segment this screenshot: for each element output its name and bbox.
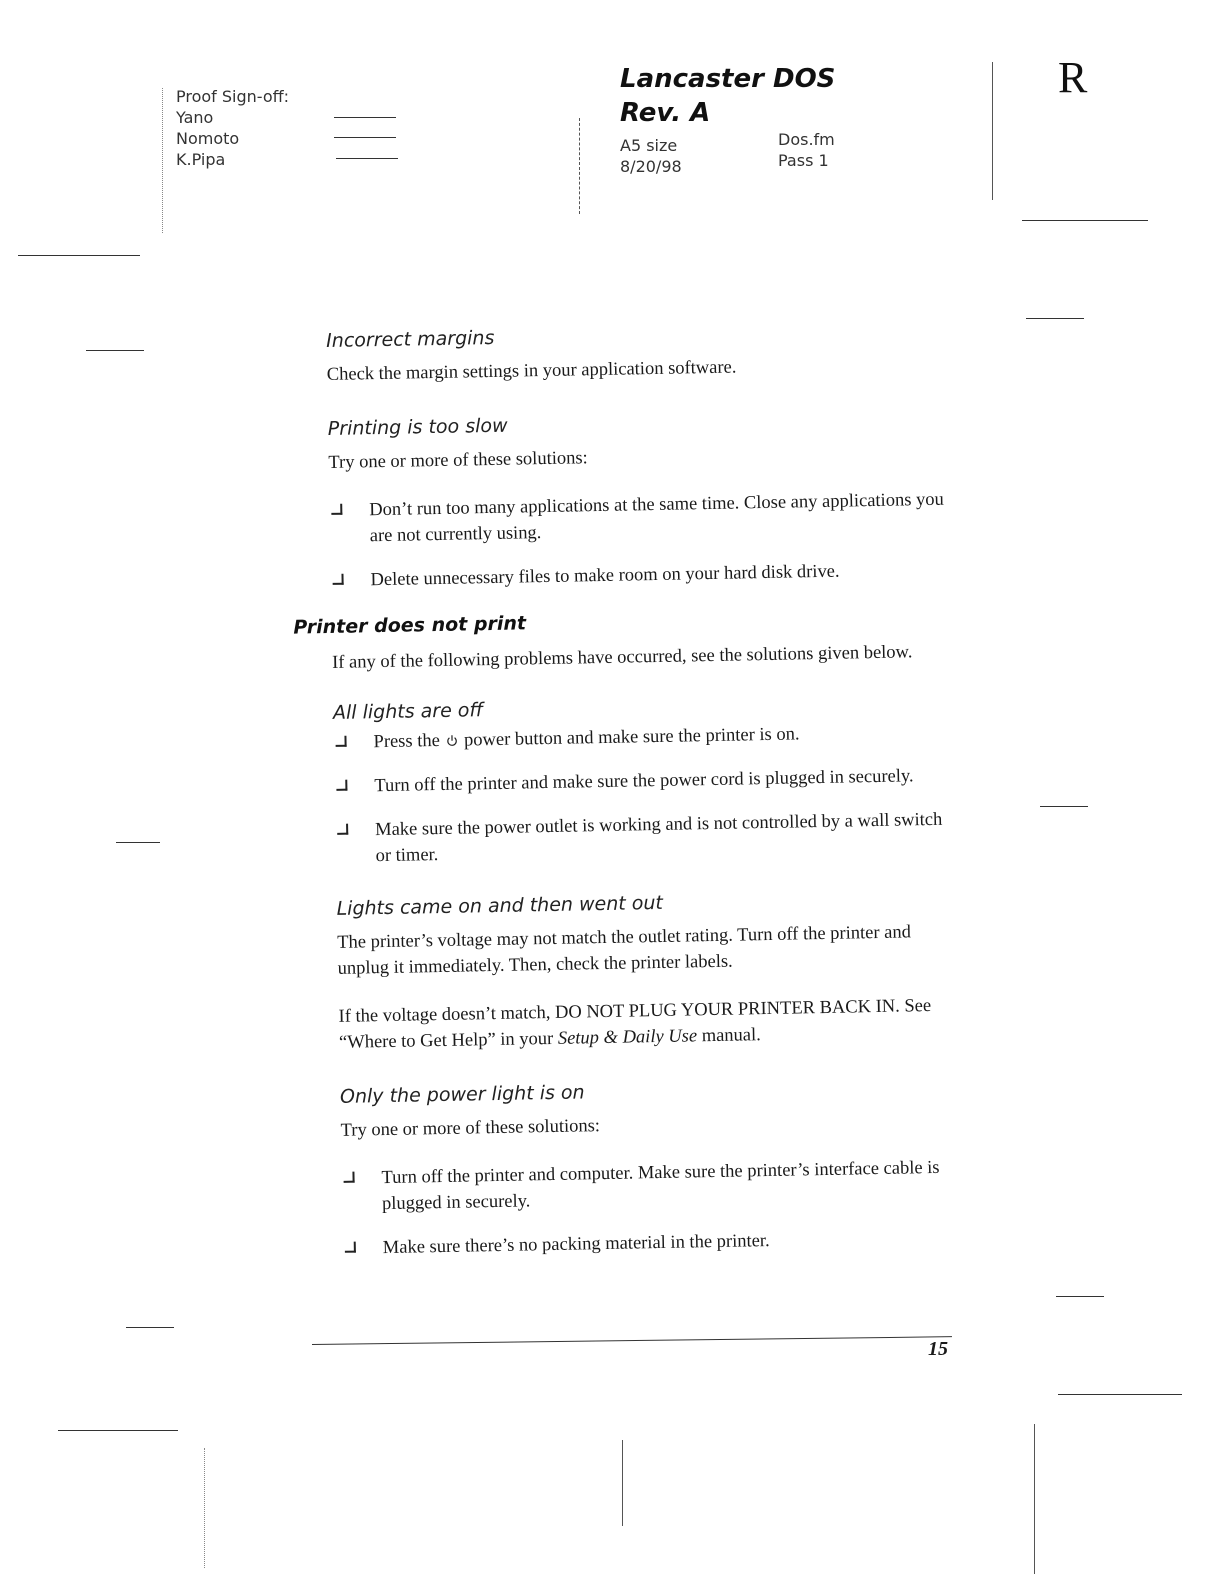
signer-name: Yano	[176, 108, 214, 127]
signoff-line	[334, 117, 396, 118]
subheading-lights-on-then-out: Lights came on and then went out	[336, 891, 664, 920]
power-icon	[446, 735, 457, 747]
bullet-list	[329, 487, 951, 594]
list-item-text: Don’t run too many applications at the same time. Close any applications you are not currently using.	[369, 489, 944, 547]
list-item-text: Turn off the printer and make sure the power cord is plugged in securely.	[374, 766, 914, 797]
signer-name: Nomoto	[176, 129, 240, 148]
crop-mark	[1034, 1424, 1035, 1574]
checkbox-bullet-icon	[345, 1242, 356, 1253]
paragraph: Check the margin settings in your application software.	[326, 357, 737, 385]
checkbox-bullet-icon	[337, 824, 348, 835]
doc-pass: Pass 1	[778, 151, 829, 170]
paragraph: Try one or more of these solutions:	[340, 1116, 601, 1141]
paragraph: If any of the following problems have occurred, see the solutions given below.	[331, 642, 913, 673]
checkbox-bullet-icon	[335, 736, 346, 747]
doc-title	[620, 62, 835, 130]
page-content	[293, 319, 963, 1284]
page-letter: R	[1058, 53, 1088, 102]
crop-mark	[162, 88, 163, 233]
crop-mark	[86, 350, 144, 351]
paragraph	[338, 993, 959, 1056]
paragraph-text: manual.	[701, 1025, 761, 1047]
list-item-text: Delete unnecessary files to make room on your hard disk drive.	[370, 561, 840, 591]
list-item	[329, 487, 950, 550]
section-heading-does-not-print: Printer does not print	[293, 612, 527, 639]
crop-mark	[116, 842, 160, 843]
checkbox-bullet-icon	[343, 1172, 354, 1183]
list-item-text: Turn off the printer and computer. Make sure the printer’s interface cable is plugged in securely.	[381, 1157, 940, 1215]
manual-title: Setup & Daily Use	[557, 1026, 698, 1049]
bullet-list	[341, 1154, 963, 1261]
proof-signoff	[176, 86, 289, 170]
list-item-text: Press the	[373, 730, 441, 753]
doc-date: 8/20/98	[620, 157, 682, 176]
crop-mark	[58, 1430, 178, 1431]
crop-mark	[18, 255, 140, 256]
checkbox-bullet-icon	[336, 780, 347, 791]
signoff-label: Proof Sign-off:	[176, 87, 290, 106]
crop-mark	[1040, 806, 1088, 807]
list-item	[335, 807, 956, 870]
list-item-text: Make sure the power outlet is working and is not controlled by a wall switch or timer.	[374, 809, 943, 867]
list-item-text: Make sure there’s no packing material in the printer.	[382, 1231, 770, 1259]
list-item	[333, 719, 953, 756]
crop-mark	[1056, 1296, 1104, 1297]
list-item	[343, 1224, 963, 1261]
doc-size: A5 size	[620, 136, 678, 155]
crop-mark	[622, 1440, 623, 1526]
paragraph-text: If the voltage doesn’t match, DO NOT PLUG YOUR PRINTER BACK IN. See “Where to Get Help” in your	[338, 996, 932, 1053]
list-item	[330, 557, 950, 594]
footer-rule	[312, 1336, 952, 1345]
checkbox-bullet-icon	[331, 504, 342, 515]
list-item-text: power button and make sure the printer is on.	[463, 724, 800, 751]
crop-mark	[1022, 220, 1148, 221]
subheading-incorrect-margins: Incorrect margins	[326, 326, 495, 352]
doc-title-line2: Rev. A	[620, 98, 711, 128]
crop-mark	[1026, 318, 1084, 319]
subheading-printing-slow: Printing is too slow	[327, 414, 508, 440]
signoff-line	[334, 137, 396, 138]
list-item	[334, 763, 954, 800]
crop-mark	[1058, 1394, 1182, 1395]
checkbox-bullet-icon	[332, 574, 343, 585]
bullet-list	[333, 719, 955, 870]
subheading-only-power-light: Only the power light is on	[339, 1081, 585, 1108]
crop-mark	[579, 118, 580, 214]
page-number: 15	[928, 1338, 948, 1360]
doc-file: Dos.fm	[778, 130, 835, 149]
subheading-all-lights-off: All lights are off	[332, 699, 484, 724]
paragraph: Try one or more of these solutions:	[328, 448, 588, 473]
signoff-line	[336, 158, 398, 159]
signer-name: K.Pipa	[176, 150, 226, 169]
crop-mark	[204, 1448, 205, 1568]
crop-mark	[992, 62, 993, 200]
crop-mark	[126, 1327, 174, 1328]
doc-title-line1: Lancaster DOS	[620, 64, 836, 94]
list-item	[341, 1154, 962, 1217]
paragraph: The printer’s voltage may not match the outlet rating. Turn off the printer and unplug it immediately. Then, check the printer labels.	[337, 922, 912, 979]
